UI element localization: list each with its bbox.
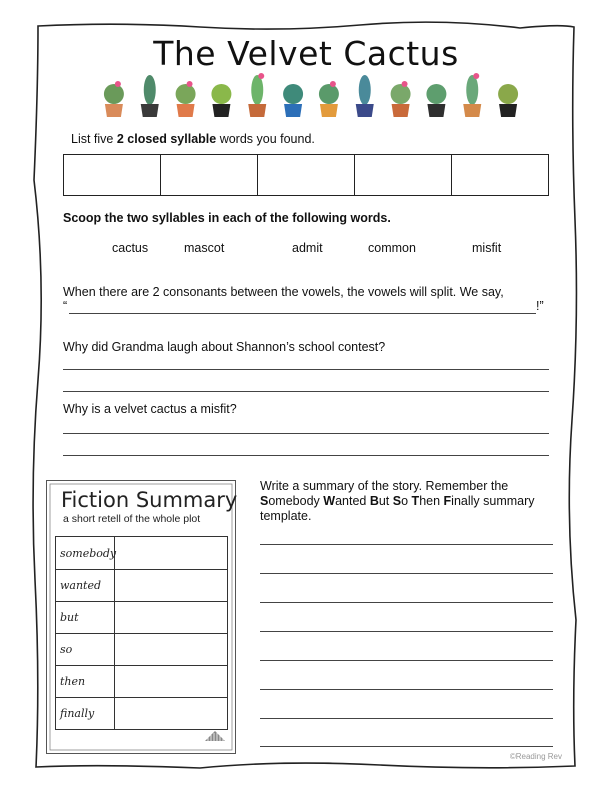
- answer-line[interactable]: [260, 602, 553, 603]
- summary-prompt-line: Write a summary of the story. Remember the: [260, 479, 509, 493]
- answer-line[interactable]: [260, 573, 553, 574]
- answer-box[interactable]: [355, 155, 452, 195]
- answer-line[interactable]: [260, 746, 553, 747]
- cactus-illustration: [96, 72, 526, 118]
- word-item: mascot: [184, 241, 225, 255]
- answer-line[interactable]: [63, 433, 549, 434]
- summary-template-names: Somebody Wanted But So Then Finally summary: [260, 494, 535, 508]
- fiction-summary-table: [55, 536, 228, 730]
- question-misfit: Why is a velvet cactus a misfit?: [63, 402, 237, 416]
- word-item: misfit: [472, 241, 502, 255]
- answer-line[interactable]: [260, 689, 553, 690]
- answer-box[interactable]: [64, 155, 161, 195]
- question-grandma: Why did Grandma laugh about Shannon’s school contest?: [63, 340, 386, 354]
- corner-decoration-icon: [205, 731, 225, 741]
- word-item: cactus: [112, 241, 149, 255]
- answer-line[interactable]: [260, 544, 553, 545]
- row-label-then: then: [60, 675, 86, 688]
- question-closed-syllable: List five 2 closed syllable words you found.: [71, 132, 315, 146]
- answer-box[interactable]: [161, 155, 258, 195]
- word-item: admit: [292, 241, 323, 255]
- syllable-rule-text: When there are 2 consonants between the vowels, the vowels will split. We say,: [63, 285, 504, 299]
- copyright: ©Reading Rev: [509, 752, 562, 761]
- word-item: common: [368, 241, 416, 255]
- answer-line[interactable]: [63, 455, 549, 456]
- open-quote: “: [63, 299, 68, 313]
- answer-line[interactable]: [63, 369, 549, 370]
- row-label-so: so: [60, 643, 73, 656]
- answer-box[interactable]: [258, 155, 355, 195]
- row-label-somebody: somebody: [60, 547, 117, 560]
- fiction-summary-title: Fiction Summary: [61, 488, 238, 512]
- summary-prompt: [260, 479, 560, 524]
- answer-line[interactable]: [260, 718, 553, 719]
- answer-box[interactable]: [452, 155, 548, 195]
- answer-line[interactable]: [69, 313, 536, 314]
- answer-boxes: [63, 154, 549, 196]
- scoop-instruction: Scoop the two syllables in each of the following words.: [63, 211, 391, 225]
- close-quote: !”: [536, 299, 544, 313]
- row-label-finally: finally: [60, 707, 95, 720]
- answer-line[interactable]: [260, 660, 553, 661]
- row-label-but: but: [60, 611, 79, 624]
- answer-line[interactable]: [63, 391, 549, 392]
- answer-line[interactable]: [260, 631, 553, 632]
- fiction-summary-subtitle: a short retell of the whole plot: [63, 513, 201, 525]
- row-label-wanted: wanted: [60, 579, 102, 592]
- page-title: The Velvet Cactus: [153, 34, 459, 73]
- summary-prompt-line: template.: [260, 509, 312, 523]
